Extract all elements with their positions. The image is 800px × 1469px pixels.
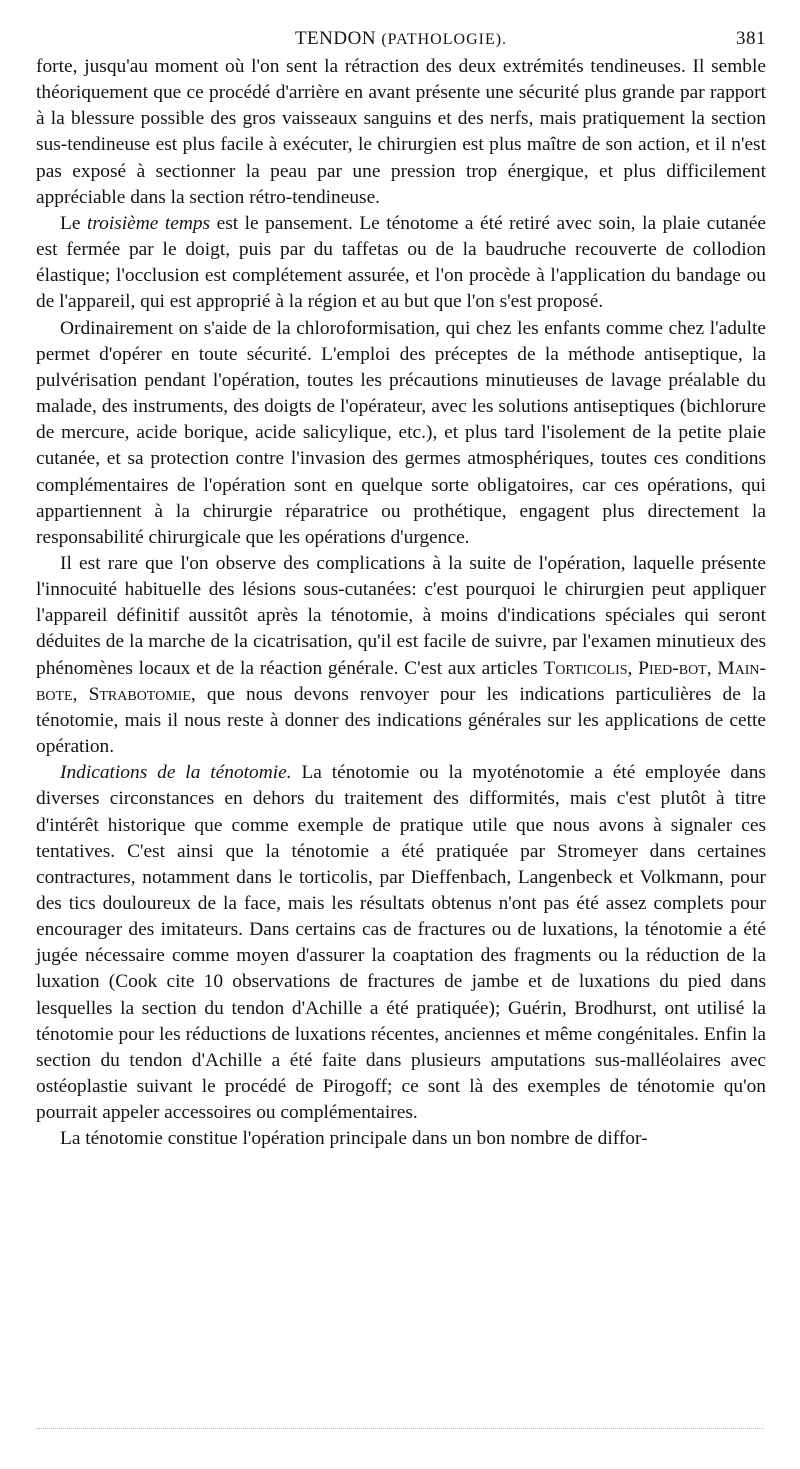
ref-pied-bot: Pied-bot xyxy=(638,657,707,679)
running-title-main: TENDON xyxy=(294,28,377,49)
paragraph-1: forte, jusqu'au moment où l'on sent la rétraction des deux extrémités tendineuses. Il semble théoriquement que ce procédé d'arrière en avant présente une sécurité plus grande par rapport à la blessure possible des gros vaisseaux sanguins et des nerfs, mais pratiquement la section sus-tendineuse est plus facile à exécuter, le chirurgien est plus maître de son action, et il n'est pas exposé à sectionner la peau par une pression trop énergique, et plus difficilement appréciable dans la section rétro-tendineuse. xyxy=(36,56,766,208)
bottom-dotted-rule xyxy=(36,1428,764,1429)
ref-separator-1: , xyxy=(627,657,633,679)
paragraph-4-part-b: , que nous devons renvoyer pour les indications particulières de la ténotomie, mais il nous reste à donner des indications générales sur les applications de cette opération. xyxy=(36,683,766,758)
ref-separator-3: , xyxy=(72,683,78,705)
paragraph-5 xyxy=(36,760,766,1126)
paragraph-4-part-a: Il est rare que l'on observe des complications à la suite de l'opération, laquelle présente l'innocuité habituelle des lésions sous-cutanées: c'est pourquoi le chirurgien peut appliquer l'appareil définitif aussitôt après la ténotomie, à moins d'indications spéciales qui seront déduites de la marche de la cicatrisation, qu'il est facile de suivre, par l'examen minutieux des phénomènes locaux et de la réaction générale. C'est aux articles xyxy=(36,552,766,679)
paragraph-3: Ordinairement on s'aide de la chloroformisation, qui chez les enfants comme chez l'adulte permet d'opérer en toute sécurité. L'emploi des préceptes de la méthode antiseptique, la pulvérisation pendant l'opération, toutes les précautions minutieuses de lavage préalable du malade, des instruments, des doigts de l'opérateur, avec les solutions antiseptiques (bichlorure de mercure, acide borique, acide salicylique, etc.), et plus tard l'isolement de la petite plaie cutanée, et sa protection contre l'invasion des germes atmosphériques, toutes ces conditions complémentaires de l'opération sont en quelque sorte obligatoires, car ces opérations, qui appartiennent à la chirurgie réparatrice ou prothétique, engagent plus directement la responsabilité chirurgicale que les opérations d'urgence. xyxy=(36,317,766,548)
running-title xyxy=(36,28,766,50)
section-heading-indications: Indications de la ténotomie. xyxy=(60,762,292,784)
ref-strabotomie: Strabotomie xyxy=(88,683,191,705)
document-page xyxy=(36,28,766,1153)
running-title-sub: (PATHOLOGIE). xyxy=(381,31,508,48)
paragraph-2 xyxy=(36,211,766,316)
body-text xyxy=(36,54,766,1153)
page-number: 381 xyxy=(736,28,766,49)
paragraph-5-rest: La ténotomie ou la myoténotomie a été employée dans diverses circonstances en dehors du traitement des difformités, mais c'est plutôt à titre d'intérêt historique que comme exemple de pratique utile que nous avons à signaler ces tentatives. C'est ainsi que la ténotomie a été pratiquée par Stromeyer dans certaines contractures, notamment dans le torticolis, par Dieffenbach, Langenbeck et Volkmann, pour des tics douloureux de la face, mais les résultats obtenus n'ont pas été assez complets pour encourager des imitateurs. Dans certains cas de fractures ou de luxations, la ténotomie a été jugée nécessaire comme moyen d'assurer la coaptation des fragments ou la réduction de la luxation (Cook cite 10 observations de fractures de jambe et de luxations du pied dans lesquelles la section du tendon d'Achille a été pratiquée); Guérin, Brodhurst, ont utilisé la ténotomie pour les réductions de luxations récentes, anciennes et même congénitales. Enfin la section du tendon d'Achille a été faite dans plusieurs amputations sus-malléolaires avec ostéoplastie suivant le procédé de Pirogoff; ce sont là des exemples de ténotomie qu'on pourrait appeler accessoires ou complémentaires. xyxy=(36,762,766,1124)
ref-separator-2: , xyxy=(706,657,712,679)
paragraph-2-rest: est le pansement. Le ténotome a été retiré avec soin, la plaie cutanée est fermée par le doigt, puis par du taffetas ou de la baudruche recouverte de collodion élastique; l'occlusion est complétement assurée, et l'on procède à l'application du bandage ou de l'appareil, qui est approprié à la région et au but que l'on s'est proposé. xyxy=(36,212,766,313)
paragraph-2-lead: Le xyxy=(60,212,81,234)
ref-main-bote: Main-bote xyxy=(36,657,766,705)
paragraph-6: La ténotomie constitue l'opération principale dans un bon nombre de diffor- xyxy=(60,1128,648,1150)
ref-torticolis: Torticolis xyxy=(543,657,628,679)
paragraph-2-italic: troisième temps xyxy=(86,212,211,234)
paragraph-4 xyxy=(36,551,766,760)
running-header xyxy=(36,28,766,54)
